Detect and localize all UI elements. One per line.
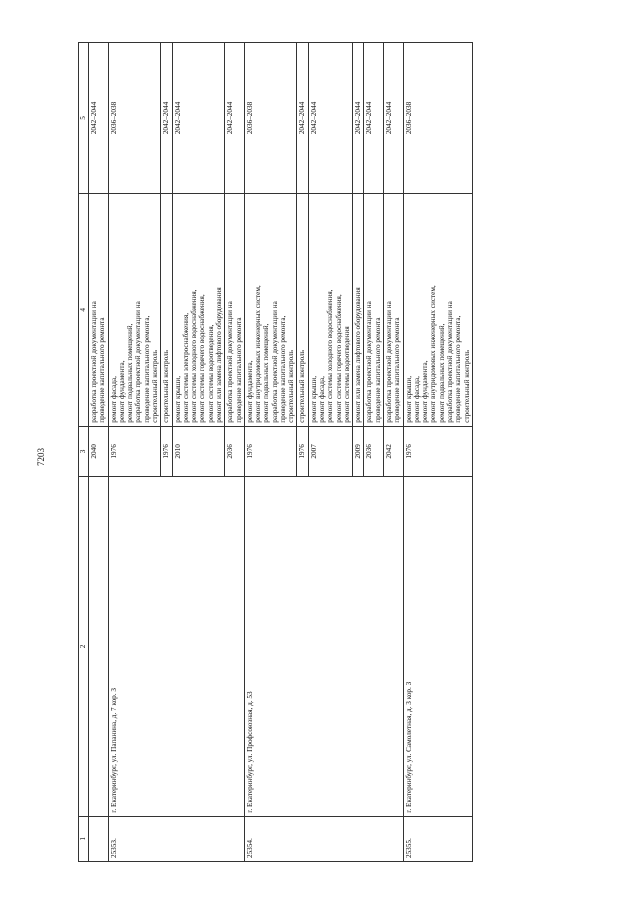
- work-type-line: ремонт фундамента,: [421, 360, 430, 423]
- work-type-cell: [308, 194, 352, 427]
- page-number: 7203: [36, 448, 46, 466]
- row-number-cell: 25355.: [403, 816, 472, 861]
- work-type-line: ремонт крыши,: [173, 375, 182, 423]
- work-type-line: ремонт системы холодного водоснабжения,: [326, 289, 335, 423]
- period-cell: 2042–2044: [353, 43, 364, 194]
- year-cell: 1976: [244, 426, 297, 476]
- work-type-line: ремонт или замена лифтового оборудования: [354, 287, 363, 423]
- row-number-cell: 25354.: [244, 816, 403, 861]
- year-cell: 1976: [297, 426, 308, 476]
- work-type-line: ремонт системы горячего водоснабжения,: [334, 294, 343, 423]
- work-type-line: ремонт системы водоотведения,: [206, 324, 215, 423]
- work-type-line: ремонт внутридомовых инженерных систем,: [254, 285, 263, 423]
- work-type-line: проведение капитального ремонта: [373, 317, 382, 423]
- year-cell: 2007: [308, 426, 352, 476]
- work-type-line: разработка проектной документации на: [445, 301, 454, 423]
- work-type-line: ремонт системы электроснабжения,: [181, 313, 190, 423]
- work-type-line: проведение капитального ремонта,: [142, 315, 151, 423]
- period-cell: 2042–2044: [225, 43, 245, 194]
- header-row: [79, 43, 89, 862]
- work-type-line: проведение капитального ремонта: [393, 317, 402, 423]
- work-type-cell: [364, 194, 384, 427]
- rotated-page: [78, 42, 603, 862]
- period-cell: 2042–2044: [172, 43, 225, 194]
- column-header: 5: [79, 43, 89, 194]
- work-type-line: ремонт крыши,: [309, 375, 318, 423]
- year-cell: 2009: [353, 426, 364, 476]
- work-type-line: разработка проектной документации на: [134, 301, 143, 423]
- work-type-line: ремонт фасада,: [109, 376, 118, 423]
- table-row: [403, 43, 472, 862]
- work-type-line: строительный контроль: [287, 350, 296, 423]
- period-cell: 2036–2038: [108, 43, 161, 194]
- work-type-cell: [297, 194, 308, 427]
- work-type-cell: [225, 194, 245, 427]
- year-cell: 2036: [225, 426, 245, 476]
- table-row: [108, 43, 161, 862]
- work-type-line: разработка проектной документации на: [90, 301, 98, 423]
- work-type-cell: [89, 194, 109, 427]
- work-type-line: ремонт фасада,: [412, 376, 421, 423]
- work-type-line: строительный контроль: [298, 350, 307, 423]
- work-type-line: строительный контроль: [150, 350, 159, 423]
- work-type-line: проведение капитального ремонта,: [278, 315, 287, 423]
- repair-schedule-table: [78, 42, 473, 862]
- column-header: 3: [79, 426, 89, 476]
- year-cell: 1976: [161, 426, 172, 476]
- period-cell: 2036–2038: [244, 43, 297, 194]
- period-cell: 2042–2044: [308, 43, 352, 194]
- work-type-line: строительный контроль: [462, 350, 471, 423]
- row-number-cell: [89, 816, 109, 861]
- row-number-cell: 25353.: [108, 816, 244, 861]
- work-type-line: разработка проектной документации на: [270, 301, 279, 423]
- work-type-cell: [244, 194, 297, 427]
- work-type-line: ремонт системы холодного водоснабжения,: [190, 289, 199, 423]
- work-type-line: разработка проектной документации на: [385, 301, 393, 423]
- period-cell: 2042–2044: [364, 43, 384, 194]
- work-type-line: разработка проектной документации на: [226, 301, 235, 423]
- work-type-line: ремонт фасада,: [318, 376, 327, 423]
- work-type-line: ремонт подвальных помещений,: [437, 323, 446, 423]
- year-cell: 1976: [403, 426, 472, 476]
- year-cell: 2040: [89, 426, 109, 476]
- work-type-cell: [384, 194, 404, 427]
- column-header: 2: [79, 477, 89, 817]
- table-row: [89, 43, 109, 862]
- address-cell: г. Екатеринбург, ул. Самолетная, д. 3 кор. 3: [403, 477, 472, 817]
- work-type-line: ремонт или замена лифтового оборудования: [214, 287, 223, 423]
- work-type-line: проведение капитального ремонта,: [454, 315, 463, 423]
- year-cell: 1976: [108, 426, 161, 476]
- year-cell: 2010: [172, 426, 225, 476]
- work-type-cell: [172, 194, 225, 427]
- work-type-cell: [108, 194, 161, 427]
- period-cell: 2042–2044: [161, 43, 172, 194]
- work-type-cell: [403, 194, 472, 427]
- year-cell: 2036: [364, 426, 384, 476]
- column-header: 4: [79, 194, 89, 427]
- work-type-line: ремонт фундамента,: [245, 360, 254, 423]
- work-type-line: ремонт подвальных помещений,: [262, 323, 271, 423]
- period-cell: 2042–2044: [384, 43, 404, 194]
- year-cell: 2042: [384, 426, 404, 476]
- address-cell: г. Екатеринбург, ул. Папанина, д. 7 кор. 3: [108, 477, 244, 817]
- work-type-line: разработка проектной документации на: [365, 301, 374, 423]
- work-type-line: ремонт крыши,: [404, 375, 413, 423]
- table-row: [244, 43, 297, 862]
- work-type-cell: [353, 194, 364, 427]
- work-type-line: ремонт внутридомовых инженерных систем,: [429, 285, 438, 423]
- column-header: 1: [79, 816, 89, 861]
- work-type-line: ремонт фундамента,: [117, 360, 126, 423]
- work-type-line: проведение капитального ремонта: [98, 317, 107, 423]
- address-cell: [89, 477, 109, 817]
- work-type-line: ремонт системы горячего водоснабжения,: [198, 294, 207, 423]
- work-type-line: строительный контроль: [162, 350, 171, 423]
- period-cell: 2042–2044: [297, 43, 308, 194]
- work-type-line: проведение капитального ремонта: [234, 317, 243, 423]
- work-type-cell: [161, 194, 172, 427]
- period-cell: 2036–2038: [403, 43, 472, 194]
- period-cell: 2042–2044: [89, 43, 109, 194]
- work-type-line: ремонт системы водоотведения: [342, 326, 351, 423]
- work-type-line: ремонт подвальных помещений,: [126, 323, 135, 423]
- address-cell: г. Екатеринбург, ул. Профсоюзная, д. 53: [244, 477, 403, 817]
